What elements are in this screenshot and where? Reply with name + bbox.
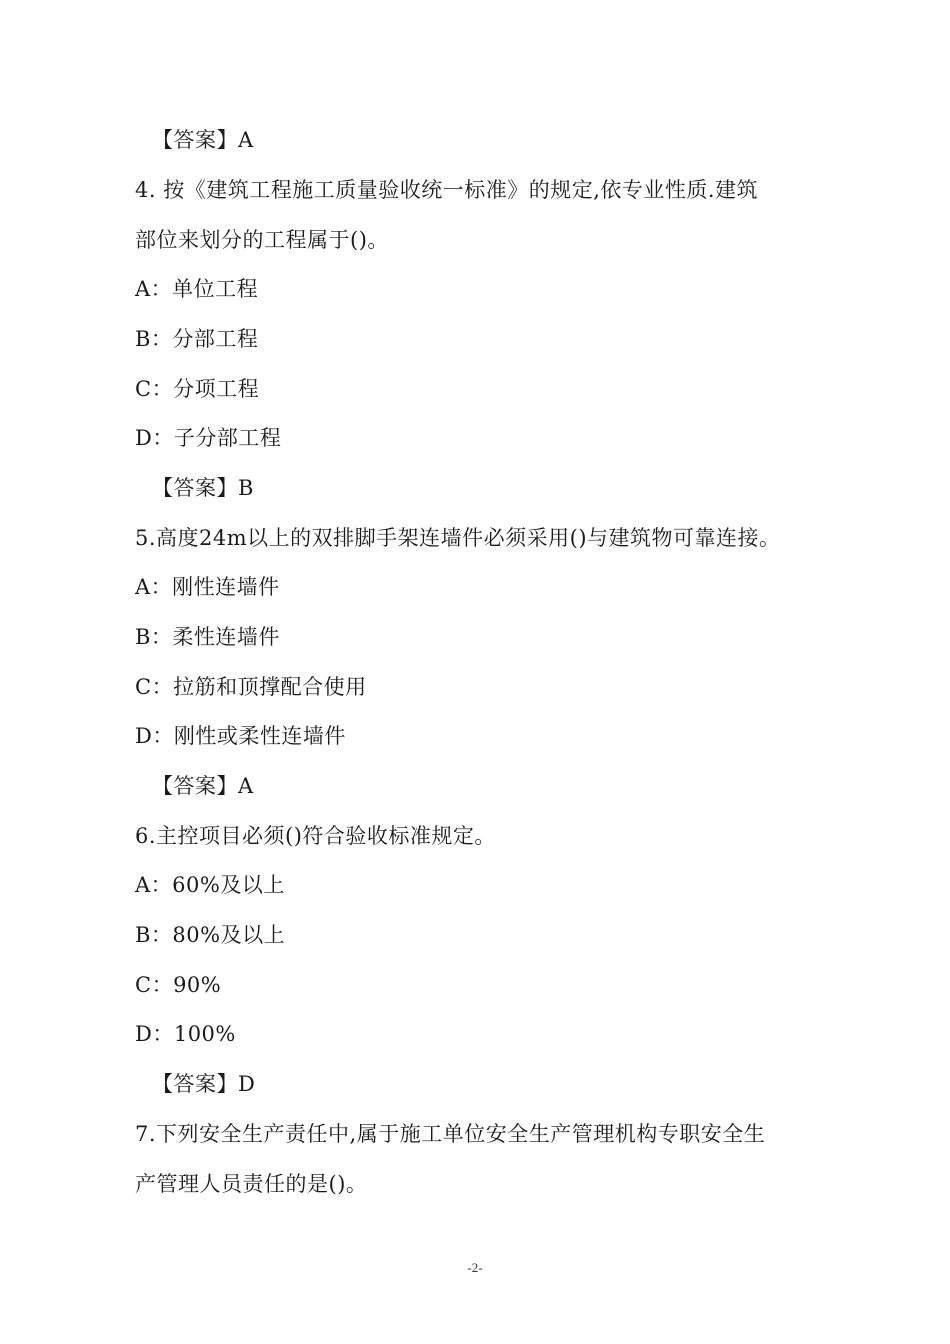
option-line: D：100% [135,1022,236,1046]
question-text: 部位来划分的工程属于()。 [135,228,389,252]
answer-line: 【答案】A [152,128,254,152]
option-line: A：单位工程 [135,277,259,301]
question-text: 6.主控项目必须()符合验收标准规定。 [135,824,496,848]
option-line: C：分项工程 [135,377,260,401]
page-number: -2- [467,1260,483,1275]
option-line: D：子分部工程 [135,426,282,450]
option-line: A：60%及以上 [135,873,285,897]
answer-line: 【答案】D [152,1072,256,1096]
option-line: B：分部工程 [135,327,259,351]
option-line: C：拉筋和顶撑配合使用 [135,675,367,699]
question-text: 7.下列安全生产责任中,属于施工单位安全生产管理机构专职安全生 [135,1122,766,1146]
answer-line: 【答案】A [152,774,254,798]
question-text: 5.高度24m以上的双排脚手架连墙件必须采用()与建筑物可靠连接。 [135,526,781,550]
option-line: D：刚性或柔性连墙件 [135,724,346,748]
option-line: A：刚性连墙件 [135,575,280,599]
option-line: B：80%及以上 [135,923,286,947]
question-text: 4. 按《建筑工程施工质量验收统一标准》的规定,依专业性质.建筑 [135,178,759,202]
option-line: B：柔性连墙件 [135,625,280,649]
question-text: 产管理人员责任的是()。 [135,1172,368,1196]
answer-line: 【答案】B [152,476,254,500]
option-line: C：90% [135,973,222,997]
